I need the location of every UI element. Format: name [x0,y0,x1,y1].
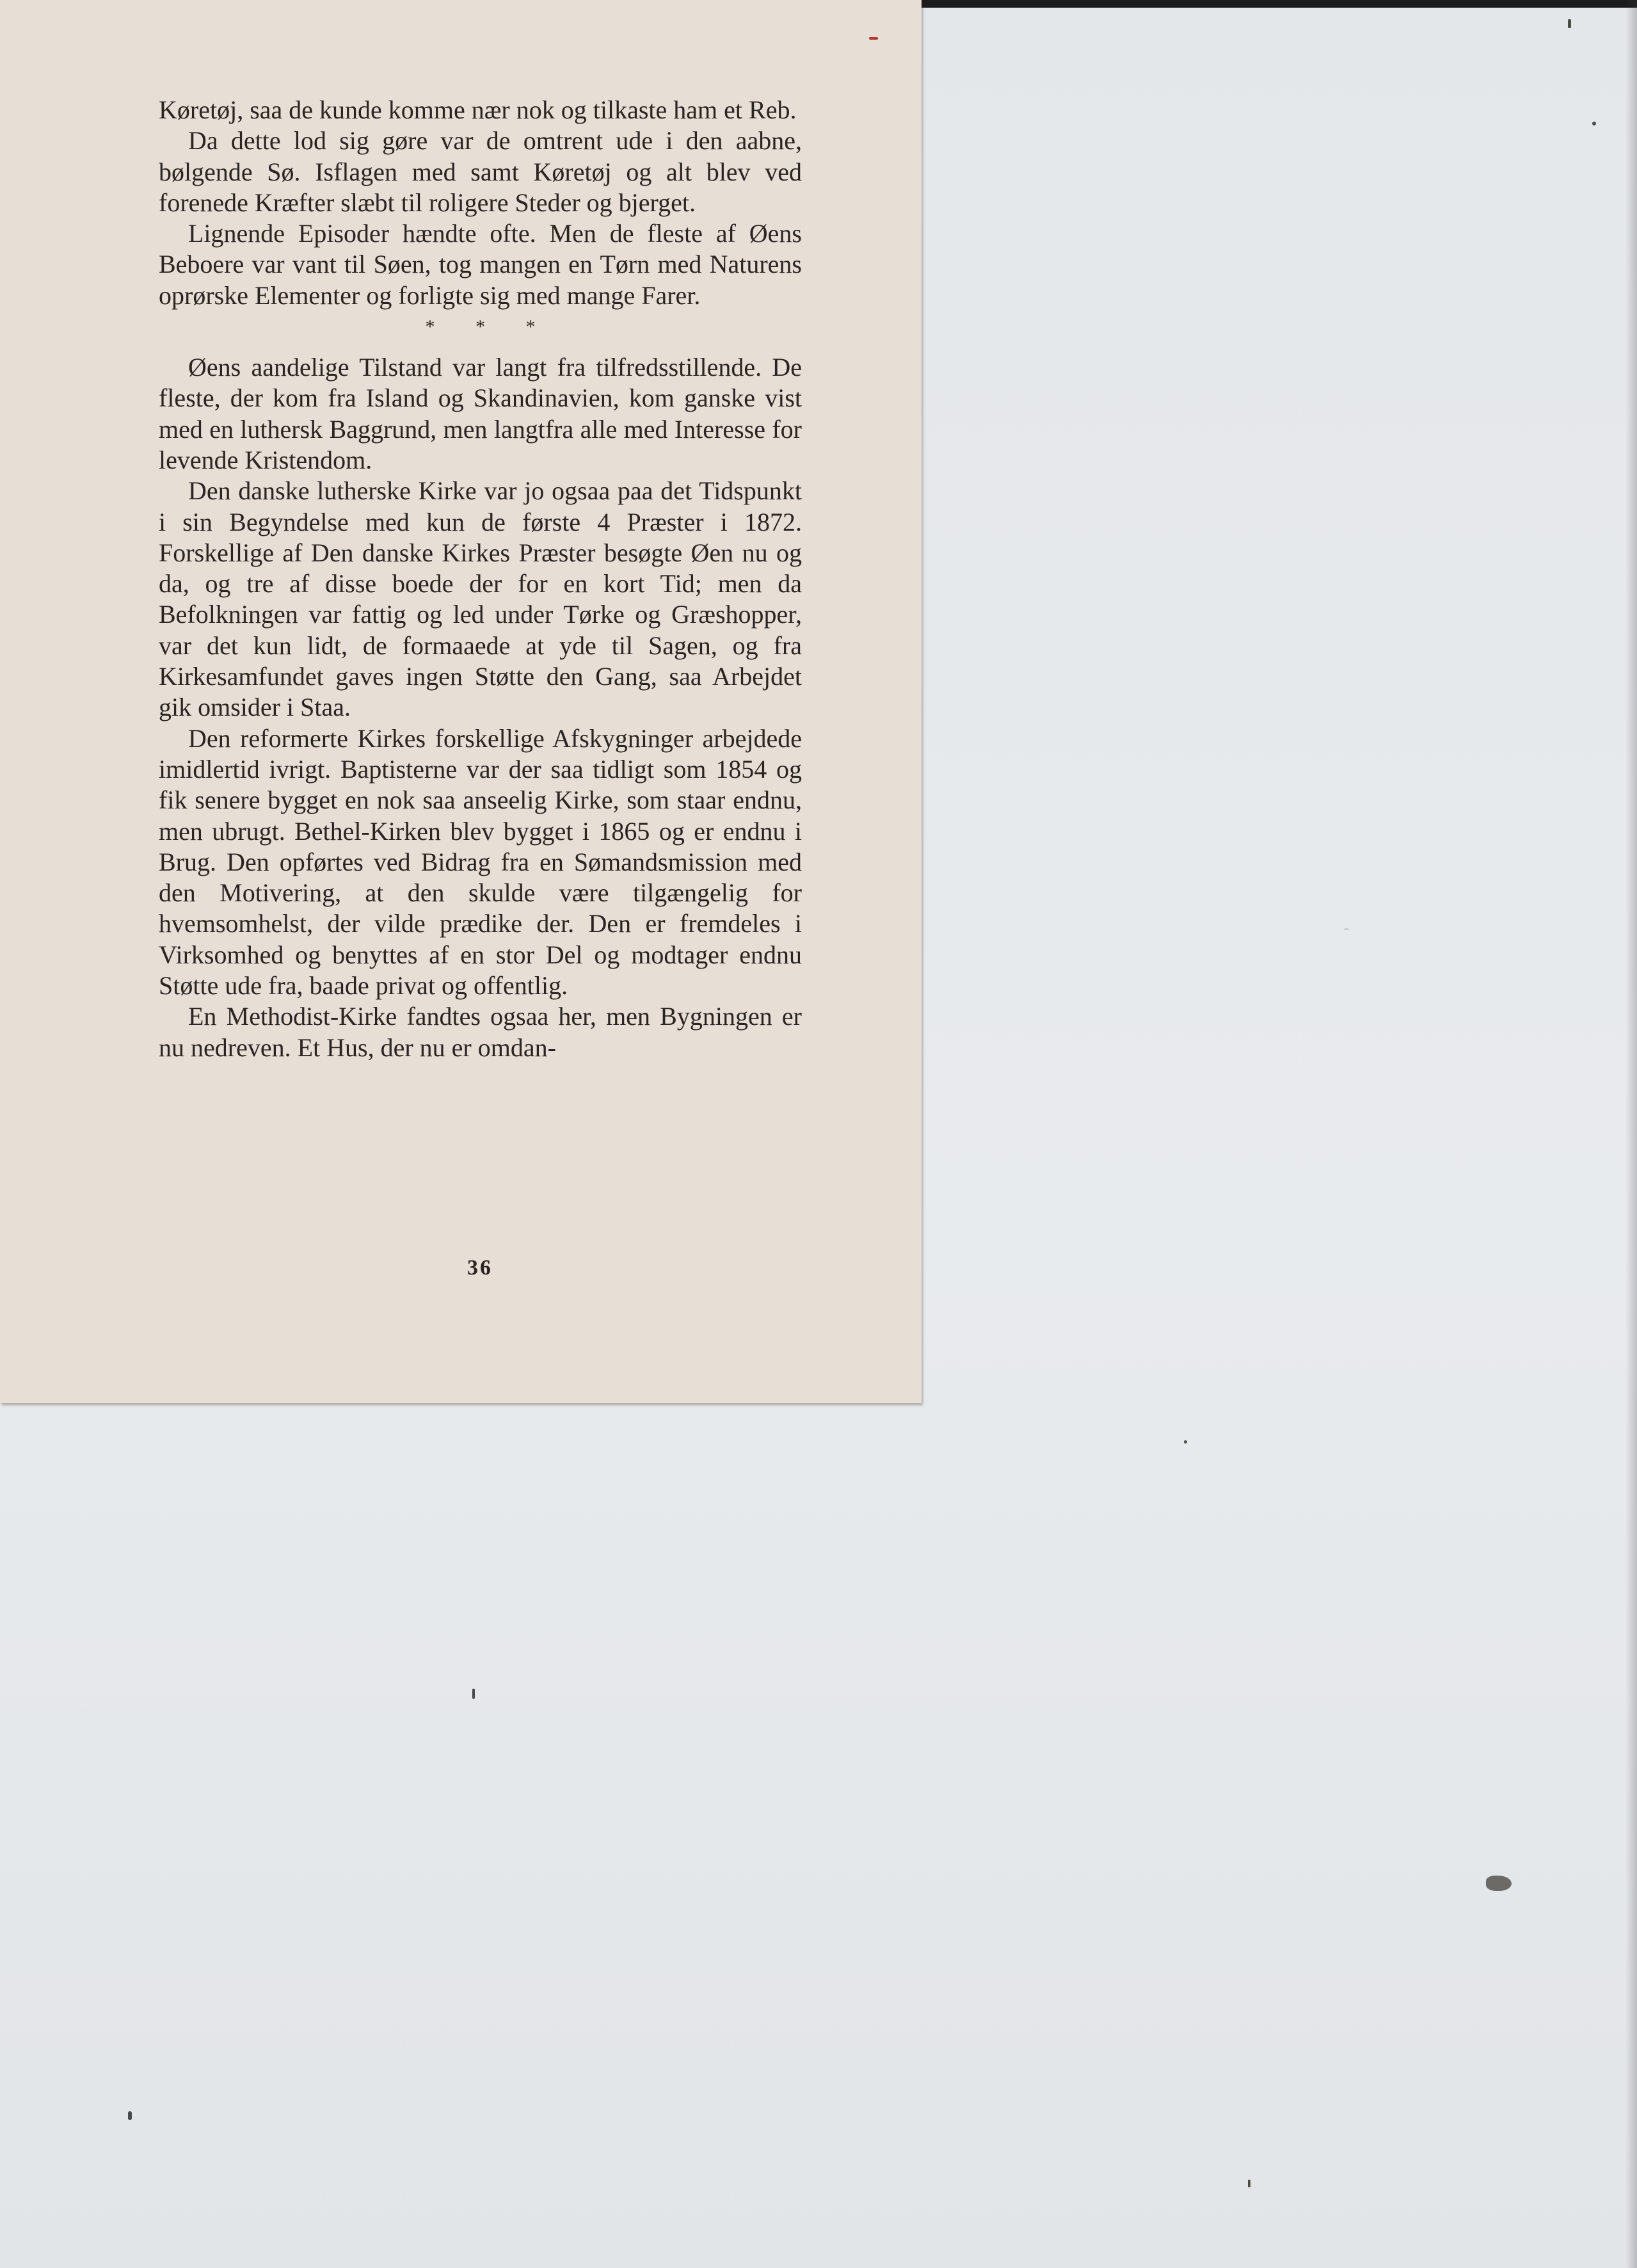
paragraph-7: En Methodist-Kirke fandtes ogsaa her, men Bygningen er nu nedreven. Et Hus, der nu er omdan- [159,1002,802,1062]
paragraph-5: Den danske lutherske Kirke var jo ogsaa paa det Tidspunkt i sin Begyndelse med kun de første 4 Præster i 1872. Forskellige af Den danske Kirkes Præster besøgte Øen nu og da, og tre af disse boede der for en kort Tid; men da Befolkningen var fattig og led under Tørke og Græshopper, var det kun lidt, de formaaede at yde til Sagen, og fra Kirkesamfundet gaves ingen Støtte den Gang, saa Arbejdet gik omsider i Staa. [159,476,802,722]
scanner-top-edge [915,0,1637,8]
dust-speck [1184,1440,1187,1444]
paragraph-6: Den reformerte Kirkes forskellige Afskygninger arbejdede imidlertid ivrigt. Baptisterne var der saa tidligt som 1854 og fik senere bygget en nok saa anseelig Kirke, som staar endnu, men ubrugt. Bethel-Kirken blev bygget i 1865 og er endnu i Brug. Den opførtes ved Bidrag fra en Sømandsmission med den Motivering, at den skulde være tilgængelig for hvemsomhelst, der vilde prædike der. Den er fremdeles i Virksomhed og benyttes af en stor Del og modtager endnu Støtte ude fra, baade privat og offentlig. [159,723,802,1001]
dust-speck [1344,928,1349,930]
scanner-right-shadow [1625,0,1637,2268]
paragraph-2: Da dette lod sig gøre var de omtrent ude i den aabne, bølgende Sø. Isflagen med samt Køretøj og alt blev ved forenede Kræfter slæbt til roligere Steder og bjerget. [159,126,802,217]
dust-speck [128,2111,132,2120]
dust-speck [1248,2180,1250,2187]
dust-speck [1486,1876,1512,1891]
page-body-text [159,95,802,1063]
book-page [0,0,922,1403]
dust-speck [869,37,878,40]
dust-speck [1568,19,1571,28]
paragraph-1: Køretøj, saa de kunde komme nær nok og tilkaste ham et Reb. [159,95,797,124]
section-separator: * * * [425,316,554,338]
dust-speck [1592,122,1596,125]
dust-speck [472,1689,475,1699]
paragraph-4: Øens aandelige Tilstand var langt fra tilfredsstillende. De fleste, der kom fra Island og Skandinavien, kom ganske vist med en luthersk Baggrund, men langtfra alle med Interesse for levende Kristendom. [159,353,802,474]
paragraph-3: Lignende Episoder hændte ofte. Men de fleste af Øens Beboere var vant til Søen, tog mangen en Tørn med Naturens oprørske Elementer og forligte sig med mange Farer. [159,219,802,310]
page-number: 36 [467,1256,493,1280]
